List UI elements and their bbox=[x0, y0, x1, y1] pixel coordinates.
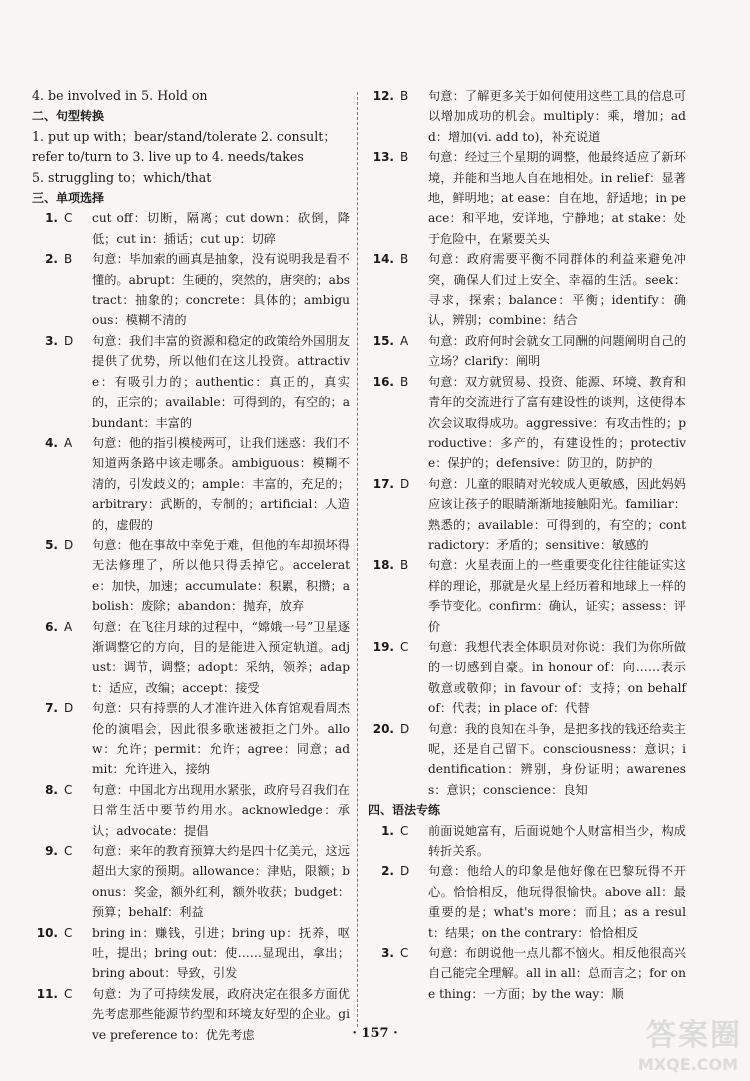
question-number: 3. bbox=[45, 333, 58, 348]
question-number: 15. bbox=[372, 333, 394, 348]
explanation-text: 句意：在飞往月球的过程中，“嫦娥一号”卫星逐渐调整它的方向，目的是能进入预定轨道。adjust：调节，调整；adopt：采纳，领养；adapt：适应，改编；accept：接受 bbox=[92, 619, 350, 695]
answer-item bbox=[368, 86, 686, 147]
left-column bbox=[32, 86, 350, 1045]
question-number: 2. bbox=[45, 252, 58, 267]
answer-letter: A bbox=[400, 333, 409, 348]
question-number: 19. bbox=[372, 639, 394, 654]
grammar-answer-list bbox=[368, 821, 686, 1005]
section-title-single-choice: 三、单项选择 bbox=[32, 191, 105, 206]
explanation-text: 句意：毕加索的画真是抽象，没有说明我是看不懂的。abrupt：生硬的，突然的，唐突的；abstract：抽象的；concrete：具体的；ambiguous：模糊不清的 bbox=[92, 252, 350, 328]
answer-item bbox=[368, 372, 686, 474]
explanation-text: 句意：政府何时会就女工同酬的问题阐明自己的立场？clarify：阐明 bbox=[428, 333, 686, 369]
answer-letter: D bbox=[400, 721, 410, 736]
section-title-sentence-transformation: 二、句型转换 bbox=[32, 109, 105, 124]
answer-letter: C bbox=[64, 782, 73, 797]
watermark-logo bbox=[612, 1010, 742, 1076]
explanation-text: 前面说她富有，后面说她个人财富相当少，构成转折关系。 bbox=[428, 823, 686, 859]
answer-letter: D bbox=[64, 333, 74, 348]
answer-letter: B bbox=[400, 374, 409, 389]
answer-item bbox=[368, 943, 686, 1004]
column-divider bbox=[357, 92, 358, 1027]
question-number: 8. bbox=[45, 782, 58, 797]
answer-item bbox=[368, 637, 686, 719]
answer-item bbox=[32, 208, 350, 249]
explanation-text: 句意：火星表面上的一些重要变化往往能证实这样的理论，那就是火星上经历着和地球上一样的季节变化。confirm：确认，证实；assess：评价 bbox=[428, 558, 686, 634]
answer-item bbox=[368, 555, 686, 637]
explanation-text: cut off：切断，隔离；cut down：砍倒，降低；cut in：插话；cut up：切碎 bbox=[92, 211, 350, 246]
question-number: 10. bbox=[36, 925, 58, 940]
answer-item bbox=[368, 861, 686, 943]
question-number: 1. bbox=[381, 823, 394, 838]
question-number: 6. bbox=[45, 619, 58, 634]
answer-letter: A bbox=[64, 435, 73, 450]
watermark-url: MXQE.COM bbox=[637, 1055, 738, 1074]
answer-item bbox=[32, 433, 350, 535]
answer-letter: B bbox=[400, 252, 409, 267]
answer-letter: D bbox=[400, 864, 410, 879]
watermark-text: 答案圈 bbox=[646, 1018, 742, 1053]
explanation-text: 句意：双方就贸易、投资、能源、环境、教育和青年的交流进行了富有建设性的谈判，这使得本次会议取得成功。aggressive：有攻击性的；productive：多产的，有建设性的；protective：保护的；defensive：防卫的，防护的 bbox=[428, 374, 686, 471]
right-answer-list bbox=[368, 86, 686, 800]
answer-item bbox=[32, 535, 350, 617]
answer-item bbox=[368, 147, 686, 249]
question-number: 9. bbox=[45, 844, 58, 859]
explanation-text: 句意：他给人的印象是他好像在巴黎玩得不开心。恰恰相反，他玩得很愉快。above all：最重要的是；what's more：而且；as a result：结果；on the contrary：恰恰相反 bbox=[428, 864, 686, 940]
left-answer-list bbox=[32, 208, 350, 1045]
question-number: 4. bbox=[45, 435, 58, 450]
explanation-text: 句意：他在事故中幸免于难，但他的车却损坏得无法修理了，所以他只得丢掉它。accelerate：加快，加速；accumulate：积累，积攒；abolish：废除；abandon：抛弃，放弃 bbox=[92, 537, 350, 614]
explanation-text: 句意：为了可持续发展，政府决定在很多方面优先考虑那些能源节约型和环境友好型的企业。give preference to：优先考虑 bbox=[92, 986, 350, 1042]
page-number: · 157 · bbox=[352, 1026, 398, 1041]
question-number: 20. bbox=[372, 721, 394, 736]
answer-item bbox=[32, 923, 350, 984]
question-number: 14. bbox=[372, 252, 394, 267]
answer-letter: B bbox=[400, 558, 409, 573]
right-column bbox=[368, 86, 686, 1004]
question-number: 16. bbox=[372, 374, 394, 389]
answer-item bbox=[368, 249, 686, 331]
answer-letter: C bbox=[64, 211, 73, 226]
explanation-text: 句意：政府需要平衡不同群体的利益来避免冲突，确保人们过上安全、幸福的生活。seek：寻求，探索；balance：平衡；identify：确认，辨别；combine：结合 bbox=[428, 252, 686, 328]
question-number: 18. bbox=[372, 558, 394, 573]
section-title-grammar-practice: 四、语法专练 bbox=[368, 803, 441, 818]
answer-line: 1. put up with；bear/stand/tolerate 2. consult； bbox=[32, 128, 336, 144]
answer-item bbox=[368, 821, 686, 862]
question-number: 2. bbox=[381, 864, 394, 879]
answer-item bbox=[368, 474, 686, 556]
answer-letter: D bbox=[64, 537, 74, 552]
explanation-text: 句意：来年的教育预算大约是四十亿美元，这远超出大家的预期。allowance：津贴，限额；bonus：奖金，额外红利，额外收获；budget：预算；behalf：利益 bbox=[92, 844, 350, 920]
explanation-text: 句意：他的指引模棱两可，让我们迷惑：我们不知道两条路中该走哪条。ambiguous：模糊不清的，引发歧义的；ample：丰富的，充足的；arbitrary：武断的，专制的；artificial：人造的，虚假的 bbox=[92, 435, 350, 532]
answer-line: 4. be involved in 5. Hold on bbox=[32, 88, 208, 103]
answer-letter: B bbox=[64, 252, 73, 267]
question-number: 11. bbox=[36, 986, 58, 1001]
explanation-text: 句意：我的良知在斗争，是把多找的钱还给卖主呢，还是自己留下。consciousness：意识；identification：辨别，身份证明；awareness：意识；conscience：良知 bbox=[428, 721, 686, 797]
answer-letter: A bbox=[64, 619, 73, 634]
explanation-text: 句意：经过三个星期的调整，他最终适应了新环境，并能和当地人自在地相处。in relief：显著地，鲜明地；at ease：自在地，舒适地；in peace：和平地，安详地，宁静地；at stake：处于危险中，在紧要关头 bbox=[428, 150, 686, 246]
answer-letter: C bbox=[400, 639, 409, 654]
explanation-text: 句意：我们丰富的资源和稳定的政策给外国朋友提供了优势，所以他们在这儿投资。attractive：有吸引力的；authentic：真正的，真实的，正宗的；available：可得到的，有空的；abundant：丰富的 bbox=[92, 333, 350, 430]
answer-letter: C bbox=[400, 946, 409, 961]
answer-line: 5. struggling to；which/that bbox=[32, 169, 212, 185]
explanation-text: 句意：只有持票的人才准许进入体育馆观看周杰伦的演唱会，因此很多歌迷被拒之门外。allow：允许；permit：允许；agree：同意；admit：允许进入，接纳 bbox=[92, 701, 350, 777]
question-number: 7. bbox=[45, 701, 58, 716]
answer-letter: C bbox=[400, 823, 409, 838]
answer-item bbox=[32, 617, 350, 699]
answer-item bbox=[32, 249, 350, 331]
answer-letter: B bbox=[400, 89, 409, 103]
explanation-text: 句意：我想代表全体职员对你说：我们为你所做的一切感到自豪。in honour of：向……表示敬意或敬仰；in favour of：支持；on behalf of：代表；in place of：代替 bbox=[428, 639, 686, 716]
explanation-text: bring in：赚钱，引进；bring up：抚养，呕吐，提出；bring out：使……显现出，拿出；bring about：导致，引发 bbox=[92, 925, 350, 981]
answer-item bbox=[368, 331, 686, 372]
question-number: 1. bbox=[45, 211, 58, 226]
explanation-text: 句意：儿童的眼睛对光较成人更敏感，因此妈妈应该让孩子的眼睛渐渐地接触阳光。familiar：熟悉的；available：可得到的，有空的；contradictory：矛盾的；sensitive：敏感的 bbox=[428, 476, 686, 552]
answer-item bbox=[32, 331, 350, 433]
question-number: 3. bbox=[381, 946, 394, 961]
question-number: 13. bbox=[372, 150, 394, 165]
answer-letter: C bbox=[64, 925, 73, 940]
answer-item bbox=[32, 841, 350, 923]
answer-letter: C bbox=[64, 844, 73, 859]
question-number: 5. bbox=[45, 537, 58, 552]
answer-letter: D bbox=[400, 476, 410, 491]
answer-letter: D bbox=[64, 701, 74, 716]
answer-item bbox=[368, 719, 686, 801]
answer-letter: B bbox=[400, 150, 409, 165]
answer-item bbox=[32, 698, 350, 780]
answer-line: refer to/turn to 3. live up to 4. needs/takes bbox=[32, 149, 304, 165]
answer-letter: C bbox=[64, 986, 73, 1001]
question-number: 12. bbox=[372, 89, 394, 103]
question-number: 17. bbox=[372, 476, 394, 491]
explanation-text: 句意：中国北方出现用水紧张，政府号召我们在日常生活中要节约用水。acknowledge：承认；advocate：提倡 bbox=[92, 782, 350, 838]
explanation-text: 句意：布朗说他一点儿都不恼火。相反他很高兴自己能完全理解。all in all：总而言之；for one thing：一方面；by the way：顺 bbox=[428, 946, 686, 1001]
explanation-text: 句意：了解更多关于如何使用这些工具的信息可以增加成功的机会。multiply：乘，增加；add：增加(vi. add to)，补充说道 bbox=[428, 89, 686, 144]
answer-item bbox=[32, 780, 350, 841]
